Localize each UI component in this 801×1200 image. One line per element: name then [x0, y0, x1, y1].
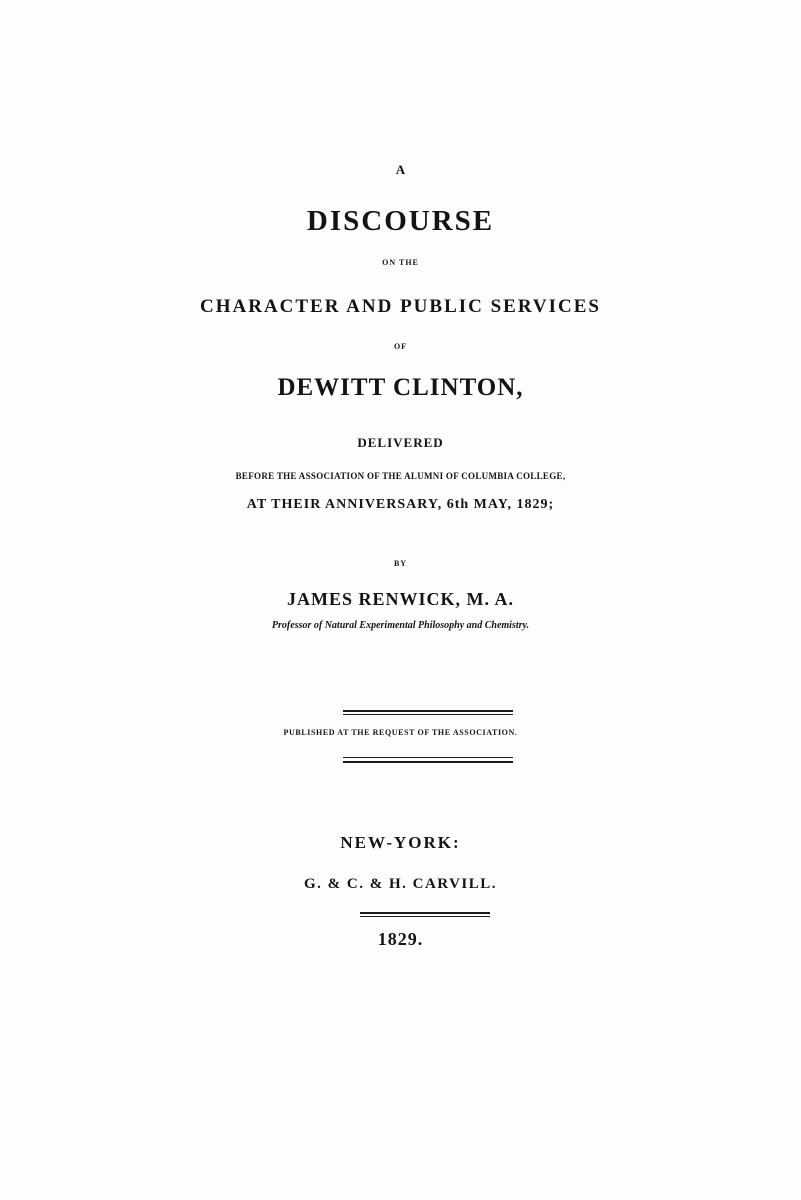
connector-by: BY [393, 559, 408, 568]
author-name: JAMES RENWICK, M. A. [286, 589, 514, 609]
connector-of: OF [393, 342, 408, 351]
date-line: AT THEIR ANNIVERSARY, 6th MAY, 1829; [246, 497, 555, 512]
bottom-rule-lower [343, 761, 513, 763]
imprint-rule-upper [360, 912, 490, 914]
audience-line: BEFORE THE ASSOCIATION OF THE ALUMNI OF COLUMBIA COLLEGE, [235, 471, 566, 481]
article-a: A [395, 162, 406, 177]
delivered-label: DELIVERED [357, 435, 444, 450]
subject-line: CHARACTER AND PUBLIC SERVICES [200, 296, 601, 317]
bottom-rule-upper [343, 757, 513, 758]
top-rule-lower [343, 714, 513, 715]
publication-note: PUBLISHED AT THE REQUEST OF THE ASSOCIATION. [283, 728, 518, 737]
top-rule-upper [343, 710, 513, 712]
author-title: Professor of Natural Experimental Philosophy and Chemistry. [271, 620, 530, 631]
subject-name: DEWITT CLINTON, [277, 374, 524, 401]
main-title: DISCOURSE [306, 205, 495, 237]
imprint-year: 1829. [377, 929, 424, 949]
imprint-publisher: G. & C. & H. CARVILL. [303, 876, 498, 892]
imprint-city: NEW-YORK: [340, 833, 461, 852]
connector-on-the: ON THE [382, 258, 419, 267]
imprint-rule-lower [360, 916, 490, 917]
